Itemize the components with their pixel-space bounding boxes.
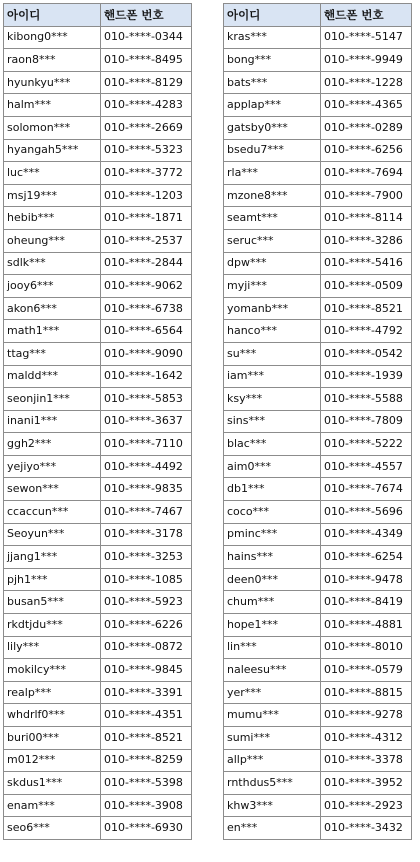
- phone-number-cell: 010-****-0344: [101, 26, 192, 49]
- user-id-cell: hyunkyu***: [4, 71, 101, 94]
- phone-number-cell: 010-****-6254: [321, 546, 412, 569]
- phone-number-cell: 010-****-9062: [101, 275, 192, 298]
- phone-number-cell: 010-****-4792: [321, 320, 412, 343]
- user-id-cell: solomon***: [4, 116, 101, 139]
- user-id-cell: ksy***: [224, 388, 321, 411]
- phone-number-cell: 010-****-9090: [101, 342, 192, 365]
- table-row: [224, 794, 412, 817]
- phone-number-cell: 010-****-5398: [101, 772, 192, 795]
- user-id-cell: buri00***: [4, 727, 101, 750]
- table-row: [224, 727, 412, 750]
- phone-number-cell: 010-****-4312: [321, 727, 412, 750]
- user-id-cell: inani1***: [4, 410, 101, 433]
- phone-number-cell: 010-****-9278: [321, 704, 412, 727]
- phone-number-cell: 010-****-4881: [321, 614, 412, 637]
- table-row: [224, 636, 412, 659]
- phone-number-cell: 010-****-9949: [321, 49, 412, 72]
- user-id-cell: mumu***: [224, 704, 321, 727]
- user-id-cell: m012***: [4, 749, 101, 772]
- user-id-cell: hope1***: [224, 614, 321, 637]
- table-row: [224, 772, 412, 795]
- table-header-row: [224, 4, 412, 27]
- user-id-cell: hanco***: [224, 320, 321, 343]
- user-id-cell: whdrlf0***: [4, 704, 101, 727]
- user-id-cell: yejiyo***: [4, 455, 101, 478]
- phone-number-cell: 010-****-1228: [321, 71, 412, 94]
- phone-number-cell: 010-****-8495: [101, 49, 192, 72]
- user-id-cell: db1***: [224, 478, 321, 501]
- phone-number-cell: 010-****-0509: [321, 275, 412, 298]
- table-row: [224, 704, 412, 727]
- table-row: [224, 478, 412, 501]
- phone-number-cell: 010-****-0872: [101, 636, 192, 659]
- table-row: [4, 614, 192, 637]
- table-row: [224, 342, 412, 365]
- table-row: [4, 749, 192, 772]
- user-id-cell: sins***: [224, 410, 321, 433]
- phone-number-cell: 010-****-0542: [321, 342, 412, 365]
- user-id-cell: pminc***: [224, 523, 321, 546]
- phone-number-cell: 010-****-0579: [321, 659, 412, 682]
- user-id-cell: chum***: [224, 591, 321, 614]
- user-id-cell: seonjin1***: [4, 388, 101, 411]
- table-row: [224, 681, 412, 704]
- table-row: [4, 681, 192, 704]
- phone-number-cell: 010-****-8521: [321, 297, 412, 320]
- table-row: [224, 455, 412, 478]
- phone-number-cell: 010-****-8815: [321, 681, 412, 704]
- phone-number-cell: 010-****-1871: [101, 207, 192, 230]
- user-id-cell: sumi***: [224, 727, 321, 750]
- phone-number-cell: 010-****-5416: [321, 252, 412, 275]
- phone-number-cell: 010-****-7694: [321, 162, 412, 185]
- table-row: [224, 659, 412, 682]
- user-id-cell: rkdtjdu***: [4, 614, 101, 637]
- phone-number-cell: 010-****-3391: [101, 681, 192, 704]
- user-id-cell: lily***: [4, 636, 101, 659]
- table-row: [4, 184, 192, 207]
- user-id-cell: mzone8***: [224, 184, 321, 207]
- phone-number-cell: 010-****-1085: [101, 568, 192, 591]
- table-row: [4, 275, 192, 298]
- phone-number-cell: 010-****-0289: [321, 116, 412, 139]
- phone-number-cell: 010-****-5923: [101, 591, 192, 614]
- user-id-cell: sewon***: [4, 478, 101, 501]
- phone-number-cell: 010-****-5147: [321, 26, 412, 49]
- member-table-left: [3, 3, 192, 840]
- user-id-cell: naleesu***: [224, 659, 321, 682]
- phone-number-cell: 010-****-7674: [321, 478, 412, 501]
- table-row: [4, 139, 192, 162]
- table-row: [224, 614, 412, 637]
- phone-number-cell: 010-****-7809: [321, 410, 412, 433]
- user-id-cell: raon8***: [4, 49, 101, 72]
- user-id-cell: myji***: [224, 275, 321, 298]
- table-row: [224, 817, 412, 840]
- user-id-cell: luc***: [4, 162, 101, 185]
- table-row: [4, 71, 192, 94]
- phone-number-cell: 010-****-5222: [321, 433, 412, 456]
- table-row: [224, 49, 412, 72]
- phone-number-cell: 010-****-9835: [101, 478, 192, 501]
- user-id-cell: iam***: [224, 365, 321, 388]
- user-id-cell: jooy6***: [4, 275, 101, 298]
- user-id-cell: coco***: [224, 501, 321, 524]
- phone-number-cell: 010-****-1203: [101, 184, 192, 207]
- table-row: [224, 749, 412, 772]
- user-id-cell: rnthdus5***: [224, 772, 321, 795]
- user-id-cell: sdlk***: [4, 252, 101, 275]
- user-id-cell: oheung***: [4, 229, 101, 252]
- user-id-cell: bats***: [224, 71, 321, 94]
- phone-number-cell: 010-****-3772: [101, 162, 192, 185]
- phone-number-cell: 010-****-4283: [101, 94, 192, 117]
- user-id-cell: yomanb***: [224, 297, 321, 320]
- phone-number-cell: 010-****-6738: [101, 297, 192, 320]
- table-row: [4, 252, 192, 275]
- phone-number-cell: 010-****-7900: [321, 184, 412, 207]
- table-row: [224, 26, 412, 49]
- user-id-cell: lin***: [224, 636, 321, 659]
- table-row: [224, 71, 412, 94]
- table-row: [4, 320, 192, 343]
- table-row: [4, 297, 192, 320]
- phone-number-cell: 010-****-6226: [101, 614, 192, 637]
- phone-number-cell: 010-****-4557: [321, 455, 412, 478]
- header-id: 아이디: [4, 4, 101, 27]
- user-id-cell: hebib***: [4, 207, 101, 230]
- table-row: [4, 162, 192, 185]
- phone-number-cell: 010-****-8419: [321, 591, 412, 614]
- user-id-cell: ccaccun***: [4, 501, 101, 524]
- table-row: [224, 546, 412, 569]
- user-id-cell: rla***: [224, 162, 321, 185]
- table-row: [4, 817, 192, 840]
- table-row: [224, 207, 412, 230]
- table-row: [4, 49, 192, 72]
- phone-number-cell: 010-****-3637: [101, 410, 192, 433]
- user-id-cell: hains***: [224, 546, 321, 569]
- table-row: [4, 116, 192, 139]
- table-row: [224, 297, 412, 320]
- phone-number-cell: 010-****-3432: [321, 817, 412, 840]
- phone-number-cell: 010-****-7467: [101, 501, 192, 524]
- user-id-cell: applap***: [224, 94, 321, 117]
- table-row: [4, 388, 192, 411]
- header-id: 아이디: [224, 4, 321, 27]
- phone-number-cell: 010-****-2537: [101, 229, 192, 252]
- phone-number-cell: 010-****-3378: [321, 749, 412, 772]
- phone-number-cell: 010-****-2844: [101, 252, 192, 275]
- member-table-right: [223, 3, 412, 840]
- table-row: [224, 320, 412, 343]
- user-id-cell: skdus1***: [4, 772, 101, 795]
- user-id-cell: maldd***: [4, 365, 101, 388]
- table-row: [4, 727, 192, 750]
- table-row: [224, 229, 412, 252]
- phone-number-cell: 010-****-5323: [101, 139, 192, 162]
- table-row: [4, 704, 192, 727]
- table-row: [4, 501, 192, 524]
- user-id-cell: seruc***: [224, 229, 321, 252]
- user-id-cell: Seoyun***: [4, 523, 101, 546]
- table-row: [224, 365, 412, 388]
- user-id-cell: enam***: [4, 794, 101, 817]
- user-id-cell: gatsby0***: [224, 116, 321, 139]
- table-row: [224, 275, 412, 298]
- table-row: [224, 591, 412, 614]
- table-row: [4, 94, 192, 117]
- table-row: [224, 139, 412, 162]
- table-row: [4, 478, 192, 501]
- table-row: [224, 184, 412, 207]
- user-id-cell: msj19***: [4, 184, 101, 207]
- phone-number-cell: 010-****-1939: [321, 365, 412, 388]
- phone-number-cell: 010-****-3178: [101, 523, 192, 546]
- phone-number-cell: 010-****-8129: [101, 71, 192, 94]
- phone-number-cell: 010-****-4349: [321, 523, 412, 546]
- user-id-cell: pjh1***: [4, 568, 101, 591]
- table-row: [224, 501, 412, 524]
- phone-number-cell: 010-****-5696: [321, 501, 412, 524]
- user-id-cell: halm***: [4, 94, 101, 117]
- table-row: [224, 433, 412, 456]
- table-row: [224, 252, 412, 275]
- table-row: [4, 342, 192, 365]
- phone-number-cell: 010-****-6930: [101, 817, 192, 840]
- user-id-cell: aim0***: [224, 455, 321, 478]
- table-row: [4, 207, 192, 230]
- user-id-cell: khw3***: [224, 794, 321, 817]
- user-id-cell: en***: [224, 817, 321, 840]
- user-id-cell: bong***: [224, 49, 321, 72]
- user-id-cell: bsedu7***: [224, 139, 321, 162]
- user-id-cell: math1***: [4, 320, 101, 343]
- phone-number-cell: 010-****-2669: [101, 116, 192, 139]
- table-row: [4, 636, 192, 659]
- phone-number-cell: 010-****-6564: [101, 320, 192, 343]
- table-row: [4, 772, 192, 795]
- table-row: [4, 26, 192, 49]
- phone-number-cell: 010-****-3286: [321, 229, 412, 252]
- user-id-cell: mokilcy***: [4, 659, 101, 682]
- table-row: [4, 410, 192, 433]
- phone-number-cell: 010-****-4351: [101, 704, 192, 727]
- phone-number-cell: 010-****-3952: [321, 772, 412, 795]
- user-id-cell: deen0***: [224, 568, 321, 591]
- user-id-cell: su***: [224, 342, 321, 365]
- table-row: [224, 388, 412, 411]
- user-id-cell: akon6***: [4, 297, 101, 320]
- table-header-row: [4, 4, 192, 27]
- table-row: [4, 455, 192, 478]
- user-id-cell: busan5***: [4, 591, 101, 614]
- phone-number-cell: 010-****-7110: [101, 433, 192, 456]
- user-id-cell: seamt***: [224, 207, 321, 230]
- user-id-cell: jjang1***: [4, 546, 101, 569]
- user-id-cell: blac***: [224, 433, 321, 456]
- user-id-cell: ttag***: [4, 342, 101, 365]
- phone-number-cell: 010-****-8114: [321, 207, 412, 230]
- table-row: [4, 659, 192, 682]
- phone-number-cell: 010-****-4365: [321, 94, 412, 117]
- table-row: [224, 94, 412, 117]
- user-id-cell: yer***: [224, 681, 321, 704]
- table-row: [224, 410, 412, 433]
- phone-number-cell: 010-****-3908: [101, 794, 192, 817]
- phone-number-cell: 010-****-8010: [321, 636, 412, 659]
- phone-number-cell: 010-****-3253: [101, 546, 192, 569]
- phone-number-cell: 010-****-4492: [101, 455, 192, 478]
- user-id-cell: dpw***: [224, 252, 321, 275]
- phone-number-cell: 010-****-2923: [321, 794, 412, 817]
- phone-number-cell: 010-****-9478: [321, 568, 412, 591]
- table-row: [4, 568, 192, 591]
- table-row: [4, 546, 192, 569]
- user-id-cell: allp***: [224, 749, 321, 772]
- table-row: [4, 365, 192, 388]
- header-phone: 핸드폰 번호: [101, 4, 192, 27]
- user-id-cell: kibong0***: [4, 26, 101, 49]
- table-row: [4, 523, 192, 546]
- user-id-cell: kras***: [224, 26, 321, 49]
- table-row: [224, 523, 412, 546]
- phone-number-cell: 010-****-8521: [101, 727, 192, 750]
- table-row: [4, 433, 192, 456]
- header-phone: 핸드폰 번호: [321, 4, 412, 27]
- phone-number-cell: 010-****-5853: [101, 388, 192, 411]
- table-row: [4, 794, 192, 817]
- phone-number-cell: 010-****-9845: [101, 659, 192, 682]
- phone-number-cell: 010-****-1642: [101, 365, 192, 388]
- user-id-cell: ggh2***: [4, 433, 101, 456]
- table-row: [4, 229, 192, 252]
- user-id-cell: seo6***: [4, 817, 101, 840]
- phone-number-cell: 010-****-5588: [321, 388, 412, 411]
- table-row: [224, 162, 412, 185]
- table-row: [4, 591, 192, 614]
- table-row: [224, 116, 412, 139]
- user-id-cell: hyangah5***: [4, 139, 101, 162]
- phone-number-cell: 010-****-8259: [101, 749, 192, 772]
- user-id-cell: realp***: [4, 681, 101, 704]
- phone-number-cell: 010-****-6256: [321, 139, 412, 162]
- table-row: [224, 568, 412, 591]
